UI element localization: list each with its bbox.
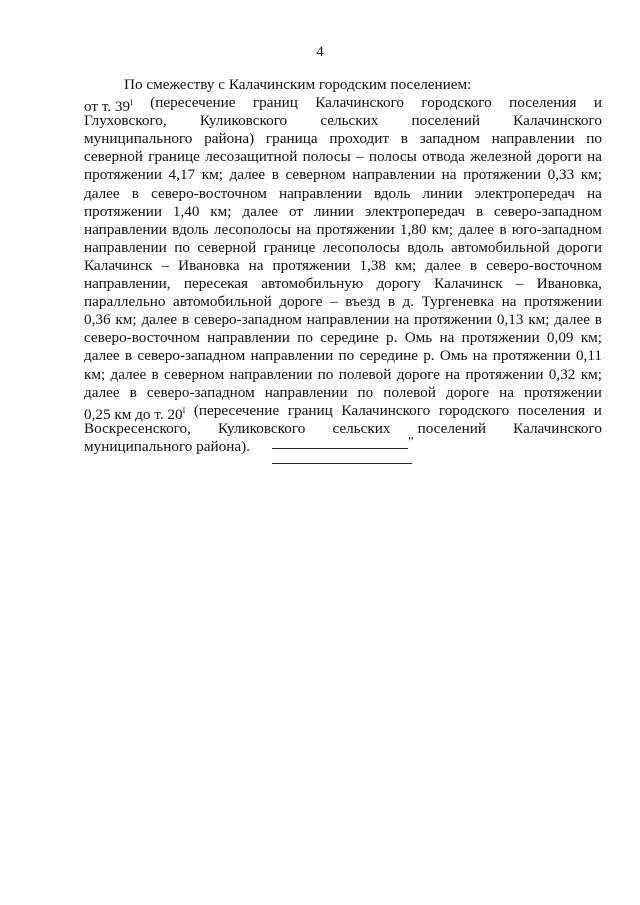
text-line: от т. $39^I$ (пересечение границ Калачинского городского поселения и (84, 94, 602, 116)
text-line: северной границе лесозащитной полосы – полосы отвода железной дороги на (84, 148, 602, 166)
point-ref-end: 0,25 км до т. $20^I$ (84, 405, 186, 423)
text-line: далее в северо-восточном направлении вдоль линии электропередач на (84, 184, 602, 202)
closing-rules (272, 448, 412, 464)
text-line: далее в северо-западном направлении по полевой дороге на протяжении (84, 383, 602, 401)
text-line: северо-восточном направлении по середине р. Омь на протяжении 0,09 км; (84, 329, 602, 347)
text-line: далее в северо-западном направлении по середине р. Омь на протяжении 0,11 (84, 347, 602, 365)
text-line: Калачинск – Ивановка на протяжении 1,38 км; далее в северо-восточном (84, 256, 602, 274)
text-line: 0,36 км; далее в северо-западном направлении на протяжении 0,13 км; далее в (84, 311, 602, 329)
heading-text: По смежеству с Калачинским городским поселением: (124, 76, 472, 93)
closing-rule-bottom (272, 463, 412, 464)
text-line: параллельно автомобильной дороге – въезд в д. Тургеневка на протяжении (84, 293, 602, 311)
text-line: направлении вдоль лесополосы на протяжении 1,80 км; далее в юго-западном (84, 220, 602, 238)
point-ref-start: от т. $39^I$ (84, 98, 133, 116)
text-line: направлении, пересекая автомобильную дорогу Калачинск – Ивановка, (84, 275, 602, 293)
text-line: Воскресенского, Куликовского сельских поселений Калачинского (84, 419, 602, 437)
document-body (84, 76, 602, 456)
text-line: протяжении 1,40 км; далее от линии электропередач в северо-западном (84, 202, 602, 220)
text-line: 0,25 км до т. $20^I$ (пересечение границ Калачинского городского поселения и (84, 401, 602, 423)
point-superscript: I (182, 405, 186, 415)
text-line: муниципального района) граница проходит в западном направлении по (84, 130, 602, 148)
text-line: муниципального района). (84, 437, 250, 455)
page-number: 4 (316, 44, 324, 60)
paragraph-heading (84, 76, 602, 94)
text-line: направлении по северной границе лесополосы вдоль автомобильной дороги (84, 238, 602, 256)
point-superscript: I (130, 98, 133, 108)
text-line: Глуховского, Куликовского сельских поселений Калачинского (84, 112, 602, 130)
text-line: км; далее в северном направлении по полевой дороге на протяжении 0,32 км; (84, 365, 602, 383)
closing-rule-top (272, 448, 408, 449)
text-line: протяжении 4,17 км; далее в северном направлении на протяжении 0,33 км; (84, 166, 602, 184)
closing-quote: " (408, 435, 414, 450)
